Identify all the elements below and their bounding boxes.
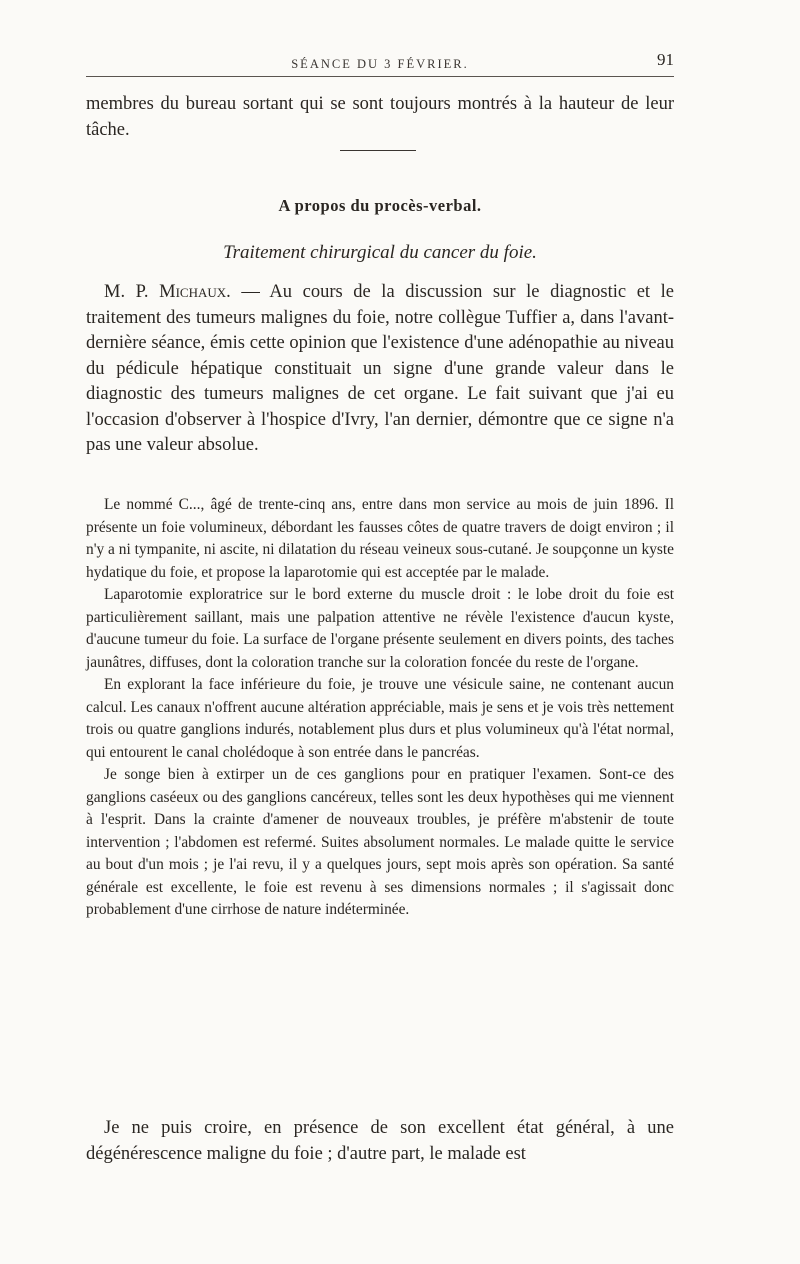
- case-paragraph: En explorant la face inférieure du foie, je trouve une vésicule saine, ne contenant aucun calcul. Les canaux n'offrent aucune altération appréciable, mais je sens et je vois très nettement trois ou quatre ganglions indurés, notablement plus durs et plus volumineux qu'à l'état normal, qui entourent le canal cholédoque à son entrée dans le pancréas.: [86, 676, 674, 761]
- running-head: SÉANCE DU 3 FÉVRIER.: [291, 57, 469, 71]
- section-separator: [340, 150, 416, 151]
- page-header: [86, 42, 674, 72]
- case-report: [86, 494, 674, 922]
- closing-text: Je ne puis croire, en présence de son excellent état général, à une dégénérescence maligne du foie ; d'autre part, le malade est: [86, 1118, 674, 1164]
- case-paragraph: Laparotomie exploratrice sur le bord externe du muscle droit : le lobe droit du foie est particulièrement saillant, mais une palpation attentive ne révèle l'existence d'aucun kyste, d'aucune tumeur du foie. La surface de l'organe présente seulement en divers points, des taches jaunâtres, diffuses, dont la coloration tranche sur la coloration foncée du reste de l'organe.: [86, 586, 674, 671]
- page-number: 91: [657, 50, 674, 69]
- closing-paragraph: [86, 1116, 674, 1167]
- opening-paragraph: membres du bureau sortant qui se sont toujours montrés à la hauteur de leur tâche.: [86, 94, 674, 140]
- speaker-name: M. P. Michaux.: [104, 282, 231, 302]
- speaker-paragraph: [86, 280, 674, 459]
- case-paragraph: Le nommé C..., âgé de trente-cinq ans, entre dans mon service au mois de juin 1896. Il présente un foie volumineux, débordant les fausses côtes de quatre travers de doigt environ ; il n'y a ni tympanite, ni ascite, ni dilatation du réseau veineux sous-cutané. Je soupçonne un kyste hydatique du foie, et propose la laparotomie qui est acceptée par le malade.: [86, 496, 674, 581]
- case-paragraph: Je songe bien à extirper un de ces ganglions pour en pratiquer l'examen. Sont-ce des ganglions caséeux ou des ganglions cancéreux, telles sont les deux hypothèses qui me viennent à l'esprit. Dans la crainte d'amener de nouveaux troubles, je préfère m'abstenir de toute intervention ; l'abdomen est refermé. Suites absolument normales. Le malade quitte le service au bout d'un mois ; je l'ai revu, il y a quelques jours, sept mois après son opération. Sa santé générale est excellente, le foie est revenu à ses dimensions normales ; il s'agissait donc probablement d'une cirrhose de nature indéterminée.: [86, 766, 674, 918]
- speaker-text: — Au cours de la discussion sur le diagnostic et le traitement des tumeurs malignes du foie, notre collègue Tuffier a, dans l'avant-dernière séance, émis cette opinion que l'existence d'une adénopathie au niveau du pédicule hépatique constituait un signe d'une grande valeur dans le diagnostic des tumeurs malignes de cet organe. Le fait suivant que j'ai eu l'occasion d'observer à l'hospice d'Ivry, l'an dernier, démontre que ce signe n'a pas une valeur absolue.: [86, 282, 674, 455]
- section-title: A propos du procès-verbal.: [278, 196, 482, 215]
- header-rule: [86, 76, 674, 77]
- subtitle: Traitement chirurgical du cancer du foie.: [223, 242, 537, 263]
